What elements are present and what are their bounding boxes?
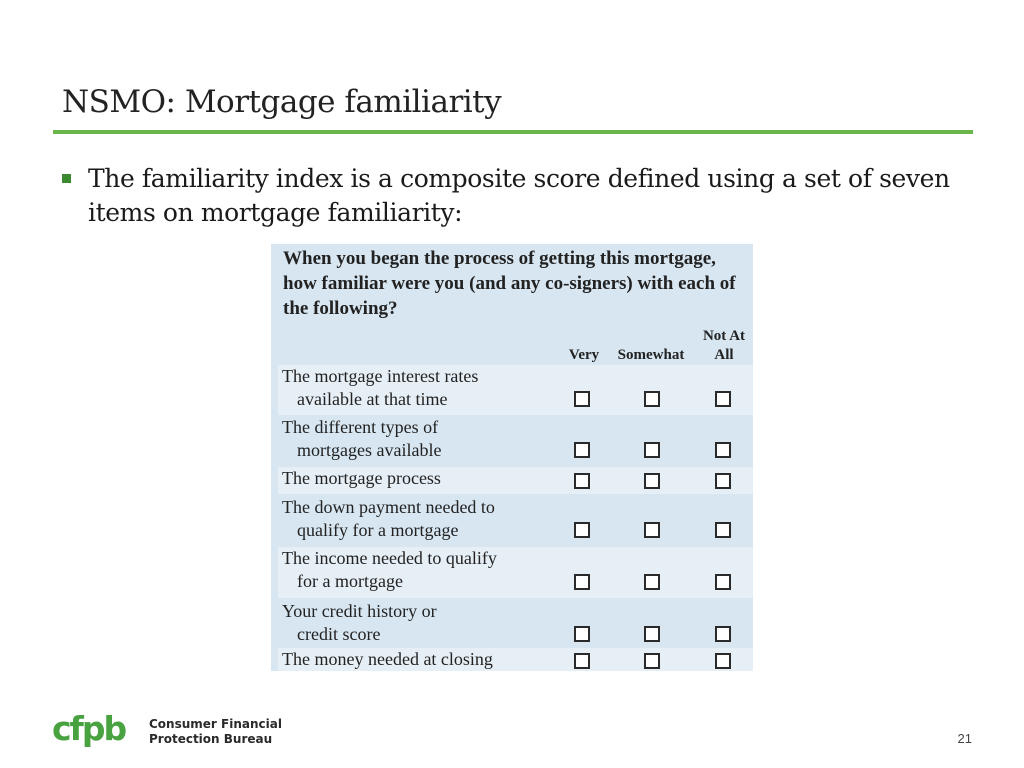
checkbox-not-at-all[interactable] xyxy=(715,653,731,669)
checkbox-not-at-all[interactable] xyxy=(715,473,731,489)
column-header-very: Very xyxy=(568,347,600,363)
survey-item-label xyxy=(282,496,562,542)
checkbox-not-at-all[interactable] xyxy=(715,442,731,458)
checkbox-very[interactable] xyxy=(574,522,590,538)
cfpb-logo-text: cfpb xyxy=(52,710,126,748)
survey-item-label xyxy=(282,547,562,593)
survey-item-label xyxy=(282,416,562,462)
agency-name xyxy=(149,717,282,747)
survey-item-label-line2: for a mortgage xyxy=(297,571,403,591)
survey-item-label-line1: The income needed to qualify xyxy=(282,548,497,568)
survey-item-label-line2: available at that time xyxy=(297,389,448,409)
title-rule xyxy=(53,130,973,134)
checkbox-very[interactable] xyxy=(574,626,590,642)
survey-item-row xyxy=(278,648,753,671)
checkbox-somewhat[interactable] xyxy=(644,473,660,489)
survey-item-label-line2: qualify for a mortgage xyxy=(297,520,459,540)
checkbox-somewhat[interactable] xyxy=(644,653,660,669)
column-header-not-at-all: Not At All xyxy=(702,328,746,363)
checkbox-very[interactable] xyxy=(574,574,590,590)
checkbox-not-at-all[interactable] xyxy=(715,626,731,642)
checkbox-not-at-all[interactable] xyxy=(715,574,731,590)
survey-item-label-line1: The mortgage interest rates xyxy=(282,366,479,386)
checkbox-somewhat[interactable] xyxy=(644,626,660,642)
survey-item-row xyxy=(278,416,753,466)
checkbox-somewhat[interactable] xyxy=(644,522,660,538)
survey-item-label-line1: The money needed at closing xyxy=(282,649,493,669)
agency-name-line2: Protection Bureau xyxy=(149,732,273,746)
survey-item-label xyxy=(282,648,562,671)
survey-question-image xyxy=(271,244,753,671)
survey-item-row xyxy=(278,365,753,415)
survey-item-label-line1: Your credit history or xyxy=(282,601,437,621)
column-header-somewhat: Somewhat xyxy=(617,347,685,363)
bullet-square-icon xyxy=(62,174,71,183)
checkbox-very[interactable] xyxy=(574,391,590,407)
survey-item-row xyxy=(278,467,753,494)
page-number: 21 xyxy=(957,731,972,746)
checkbox-not-at-all[interactable] xyxy=(715,522,731,538)
survey-item-label xyxy=(282,600,562,646)
checkbox-somewhat[interactable] xyxy=(644,391,660,407)
survey-item-row xyxy=(278,547,753,598)
checkbox-somewhat[interactable] xyxy=(644,442,660,458)
checkbox-not-at-all[interactable] xyxy=(715,391,731,407)
checkbox-very[interactable] xyxy=(574,442,590,458)
survey-item-label-line2: credit score xyxy=(297,624,381,644)
slide-title: NSMO: Mortgage familiarity xyxy=(62,84,502,120)
survey-item-label-line2: mortgages available xyxy=(297,440,442,460)
checkbox-very[interactable] xyxy=(574,473,590,489)
checkbox-very[interactable] xyxy=(574,653,590,669)
survey-question-text: When you began the process of getting this mortgage, how familiar were you (and any co-signers) with each of the following? xyxy=(283,248,736,319)
agency-name-line1: Consumer Financial xyxy=(149,717,282,731)
survey-item-row xyxy=(278,600,753,646)
survey-item-label xyxy=(282,467,562,490)
checkbox-somewhat[interactable] xyxy=(644,574,660,590)
survey-item-label-line1: The different types of xyxy=(282,417,439,437)
survey-item-row xyxy=(278,496,753,546)
survey-item-label-line1: The mortgage process xyxy=(282,468,441,488)
survey-item-label xyxy=(282,365,562,411)
cfpb-logo xyxy=(52,710,142,752)
survey-item-label-line1: The down payment needed to xyxy=(282,497,495,517)
bullet-text: The familiarity index is a composite score defined using a set of seven items on mortgage familiarity: xyxy=(88,164,950,227)
